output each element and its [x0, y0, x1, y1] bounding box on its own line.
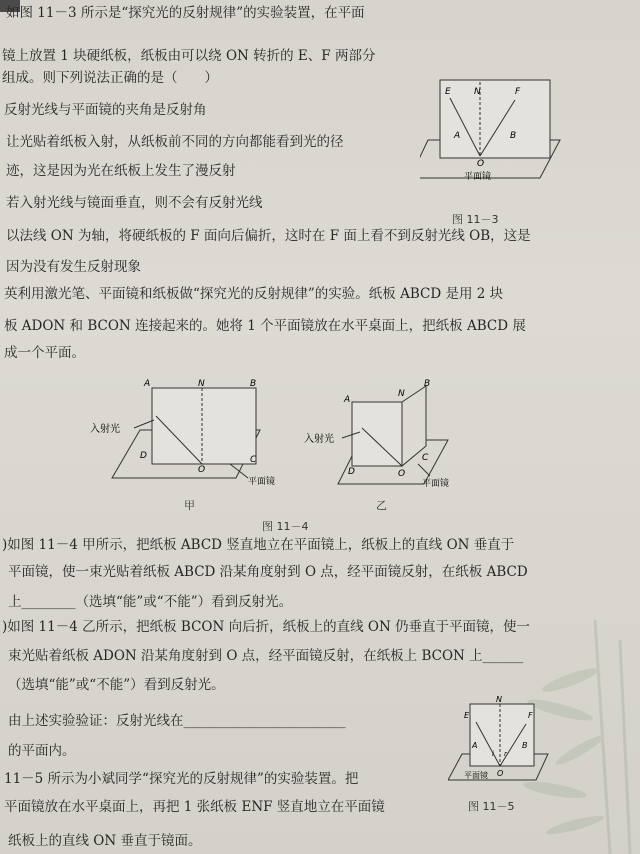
- text-line-15: 上________（选填“能”或“不能”）看到反射光。: [8, 594, 293, 610]
- text-line-3: 组成。则下列说法正确的是（ ）: [2, 70, 218, 86]
- figure-11-4-yi-sub: 乙: [376, 499, 387, 512]
- label-D: D: [140, 451, 147, 461]
- label-F: F: [528, 711, 533, 720]
- incident-pointer: [134, 420, 154, 428]
- text-line-10: 英利用激光笔、平面镜和纸板做“探究光的反射规律”的实验。纸板 ABCD 是用 2 块: [4, 286, 504, 302]
- label-A: A: [472, 741, 478, 750]
- paper-board: [152, 388, 256, 464]
- label-O: O: [497, 769, 504, 778]
- label-O: O: [398, 469, 406, 479]
- text-line-13: )如图 11－4 甲所示，把纸板 ABCD 竖直地立在平面镜上，纸板上的直线 ON 垂直于: [2, 537, 515, 553]
- label-mirror: 平面镜: [422, 479, 450, 489]
- figure-11-4-yi: [300, 378, 480, 490]
- label-N: N: [198, 379, 205, 389]
- text-line-23: 纸板上的直线 ON 垂直于镜面。: [8, 833, 202, 849]
- figure-11-4-caption: 图 11－4: [262, 520, 309, 533]
- figure-11-3-caption: 图 11－3: [452, 213, 499, 226]
- mirror-pointer: [418, 464, 430, 476]
- label-B: B: [510, 131, 517, 141]
- text-line-20: 的平面内。: [8, 743, 76, 759]
- text-line-18: （选填“能”或“不能”）看到反射光。: [8, 677, 225, 693]
- text-line-6: 迹，这是因为光在纸板上发生了漫反射: [6, 163, 236, 179]
- label-mirror: 平面镜: [248, 477, 276, 487]
- text-line-1: 如图 11－3 所示是“探究光的反射规律”的实验装置，在平面: [6, 5, 365, 21]
- label-N: N: [496, 696, 502, 704]
- label-F: F: [515, 87, 521, 97]
- text-line-11: 板 ADON 和 BCON 连接起来的。她将 1 个平面镜放在水平桌面上，把纸板 ABCD 展: [4, 318, 526, 334]
- figure-11-3: [420, 78, 570, 188]
- label-B: B: [250, 379, 257, 389]
- label-D: D: [348, 467, 355, 477]
- text-line-4: 反射光线与平面镜的夹角是反射角: [4, 102, 207, 118]
- label-mirror: 平面镜: [464, 172, 492, 182]
- text-line-14: 平面镜，使一束光贴着纸板 ABCD 沿某角度射到 O 点，经平面镜反射，在纸板 ABCD: [8, 564, 528, 580]
- label-B: B: [522, 741, 528, 750]
- label-C: C: [422, 453, 429, 463]
- label-incident: 入射光: [304, 434, 334, 445]
- label-E: E: [445, 87, 451, 97]
- text-line-8: 以法线 ON 为轴，将硬纸板的 F 面向后偏折，这时在 F 面上看不到反射光线 OB，这是: [6, 228, 531, 244]
- label-O: O: [198, 465, 206, 475]
- label-mirror: 平面镜: [464, 771, 488, 780]
- text-line-22: 平面镜放在水平桌面上，再把 1 张纸板 ENF 竖直地立在平面镜: [4, 799, 385, 815]
- label-r: r: [504, 750, 507, 758]
- mirror-pointer: [230, 464, 248, 478]
- text-line-17: 束光贴着纸板 ADON 沿某角度射到 O 点，经平面镜反射，在纸板上 BCON 上______: [8, 648, 524, 664]
- label-C: C: [250, 455, 257, 465]
- paper-board: [440, 80, 550, 158]
- text-line-19: 由上述实验验证：反射光线在________________________: [8, 713, 346, 729]
- figure-11-5: [448, 696, 558, 792]
- paper-left-half: [352, 402, 402, 466]
- label-A: A: [454, 131, 461, 141]
- label-A: A: [344, 395, 351, 405]
- paper-board: [470, 704, 534, 766]
- text-line-2: 镜上放置 1 块硬纸板，纸板由可以绕 ON 转折的 E、F 两部分: [2, 48, 376, 64]
- figure-11-5-caption: 图 11－5: [468, 800, 515, 813]
- label-A: A: [144, 379, 151, 389]
- label-O: O: [477, 159, 485, 169]
- text-line-16: )如图 11－4 乙所示，把纸板 BCON 向后折，纸板上的直线 ON 仍垂直于平面镜，使一: [2, 619, 531, 635]
- label-E: E: [464, 711, 470, 720]
- text-line-21: 11－5 所示为小斌同学“探究光的反射规律”的实验装置。把: [4, 771, 359, 787]
- figure-11-4-jia: [80, 378, 290, 488]
- label-i: i: [492, 750, 494, 758]
- text-line-7: 若入射光线与镜面垂直，则不会有反射光线: [6, 195, 263, 211]
- label-N: N: [474, 87, 481, 97]
- figure-11-4-jia-sub: 甲: [184, 499, 195, 512]
- label-N: N: [398, 389, 405, 399]
- text-line-12: 成一个平面。: [4, 345, 85, 361]
- text-line-9: 因为没有发生反射现象: [6, 259, 141, 275]
- label-B: B: [424, 379, 431, 389]
- label-incident: 入射光: [90, 424, 120, 435]
- text-line-5: 让光贴着纸板入射，从纸板前不同的方向都能看到光的径: [6, 134, 344, 150]
